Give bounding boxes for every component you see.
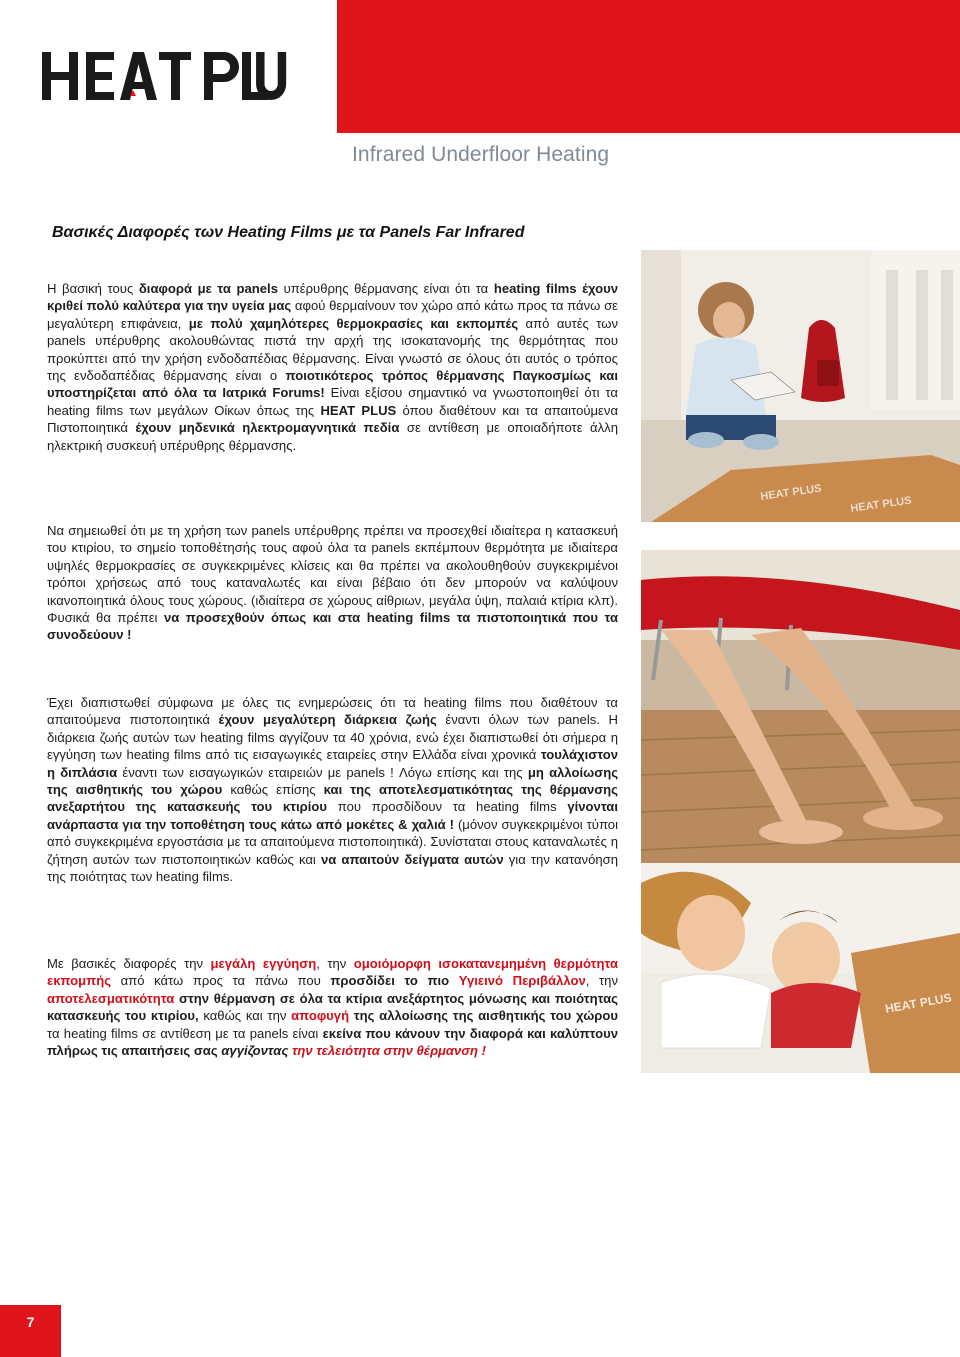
photo-girl-reading-illustration	[641, 250, 960, 522]
page-number: 7	[0, 1305, 61, 1357]
paragraph-3: Έχει διαπιστωθεί σύμφωνα με όλες τις ενημερώσεις ότι τα heating films που διαθέτουν τα απαιτούμενα πιστοποιητικά έχουν μεγαλύτερη διάρκεια ζωής έναντι όλων των panels. Η διάρκεια ζωής αυτών των heating films αγγίζουν τα 40 χρόνια, ενώ έχει διαπιστωθεί ότι σήμερα η εγγύηση των heating films από τις εισαγωγικές εταιρείες στην Ελλάδα είναι χρονικά τουλάχιστον η διπλάσια έναντι των εισαγωγικών εταιρειών με panels ! Λόγω επίσης και της μη αλλοίωσης της αισθητικής του χώρου καθώς επίσης και της αποτελεσματικότητας της θέρμανσης ανεξαρτήτου της κατασκευής του κτιρίου που προσδίδουν τα heating films γίνονται ανάρπαστα για την τοποθέτηση τους κάτω από μοκέτες & χαλιά ! (μόνον συγκεκριμένοι τύποι από συγκεκριμένα εργοστάσια με τα απαιτούμενα πιστοποιητικά). Συνίσταται στους καταναλωτές η ζήτηση αυτών των πιστοποιητικών καθώς και να απαιτούν δείγματα αυτών για την κατανόηση της ποιότητας των heating films.	[47, 695, 619, 885]
film-logo-text-3: HEAT PLUS	[884, 990, 953, 1016]
header-red-banner	[337, 0, 960, 133]
paragraph-4: Με βασικές διαφορές την μεγάλη εγγύηση, την ομοιόμορφη ισοκατανεμημένη θερμότητα εκπομπής από κάτω προς τα πάνω που προσδίδει το πιο Υγιεινό Περιβάλλον, την αποτελεσματικότητα στην θέρμανση σε όλα τα κτίρια ανεξάρτητος μόνωσης και ποιότητας κατασκευής του κτιρίου, καθώς και την αποφυγή της αλλοίωσης της αισθητικής του χώρου τα heating films σε αντίθεση με τα panels είναι εκείνα που κάνουν την διαφορά και καλύπτουν πλήρως τις απαιτήσεις σας αγγίζοντας την τελειότητα στην θέρμανση !	[47, 956, 619, 1059]
photo-feet-illustration	[641, 550, 960, 863]
page-subtitle: Infrared Underfloor Heating	[352, 143, 610, 166]
paragraph-2: Να σημειωθεί ότι με τη χρήση των panels υπέρυθρης πρέπει να προσεχθεί ιδιαίτερα η κατασκευή του κτιρίου, το σημείο τοποθέτησής τους αφού όλα τα panels εκπέμπουν θερμότητα με ιδιαίτερα υψηλές θερμοκρασίες σε συγκεκριμένες κλίσεις και θα πρέπει να ακολουθηθούν συγκεκριμένοι τρόποι χρήσεως από τους καταναλωτές και είναι βέβαιο ότι δεν μπορούν να καλύψουν ικανοποιητικά όλους τους χώρους. (ιδιαίτερα σε χώρους αίθριων, μεγάλα ύψη, παλαιά κτίρια κλπ). Φυσικά θα πρέπει να προσεχθούν όπως και στα heating films τα πιστοποιητικά που τα συνοδεύουν !	[47, 523, 618, 643]
heat-plus-logo	[40, 48, 302, 104]
film-logo-text-2: HEAT PLUS	[849, 494, 913, 515]
section-heading: Βασικές Διαφορές των Heating Films με τα Panels Far Infrared	[52, 224, 525, 241]
photo-mother-child-illustration	[641, 863, 960, 1073]
paragraph-1: Η βασική τους διαφορά με τα panels υπέρυθρης θέρμανσης είναι ότι τα heating films έχουν κριθεί πολύ καλύτερα για την υγεία μας αφού θερμαίνουν τον χώρο από κάτω προς τα πάνω σε μεγαλύτερη επιφάνεια, με πολύ χαμηλότερες θερμοκρασίες και εκπομπές από αυτές των panels υπέρυθρης ακολουθώντας πιστά την αρχή της ισοκατανομής της θερμότητας που προκύπτει από την χρήση ενδοδαπέδιας θέρμανσης. Είναι γνωστό σε όλους ότι αυτός ο τρόπος της ενδοδαπέδιας θέρμανσης είναι ο ποιοτικότερος τρόπος θέρμανσης Παγκοσμίως και υποστηρίζεται από όλα τα Ιατρικά Forums! Είναι εξίσου σημαντικό να γνωστοποιηθεί ότι τα heating films των μεγάλων Οίκων όπως της HEAT PLUS όπου διαθέτουν και τα απαιτούμενα Πιστοποιητικά έχουν μηδενικά ηλεκτρομαγνητικά πεδία σε αντίθεση με οποιαδήποτε άλλη ηλεκτρική συσκευή υπέρυθρης θέρμανσης.	[47, 281, 619, 453]
film-logo-text-1: HEAT PLUS	[759, 482, 823, 503]
photo-feet-on-floor	[641, 550, 960, 863]
photo-mother-child	[641, 863, 960, 1073]
photo-girl-reading	[641, 250, 960, 522]
